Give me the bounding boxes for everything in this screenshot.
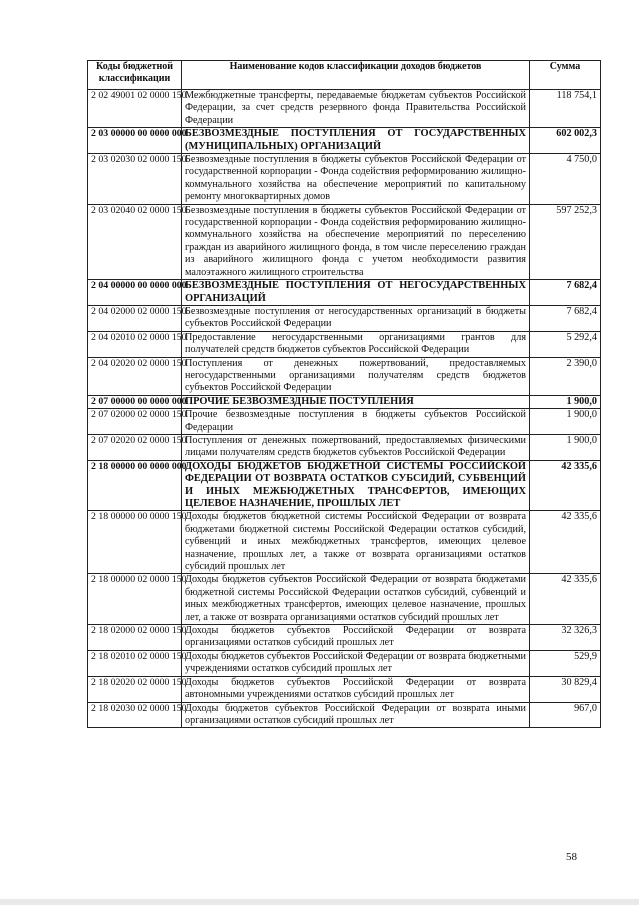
row-code: 2 02 49001 02 0000 150 (88, 90, 182, 128)
row-code: 2 04 02010 02 0000 150 (88, 331, 182, 357)
row-code: 2 18 02010 02 0000 150 (88, 650, 182, 676)
table-row (88, 90, 601, 128)
table-row (88, 650, 601, 676)
row-sum: 5 292,4 (530, 331, 601, 357)
row-sum: 4 750,0 (530, 154, 601, 205)
row-code: 2 04 00000 00 0000 000 (88, 280, 182, 306)
row-sum: 42 335,6 (530, 574, 601, 625)
table-row (88, 574, 601, 625)
row-sum: 529,9 (530, 650, 601, 676)
row-code: 2 07 02020 02 0000 150 (88, 434, 182, 460)
row-sum: 967,0 (530, 702, 601, 728)
row-name: Доходы бюджетов субъектов Российской Федерации от возврата автономными учреждениями остатков субсидий прошлых лет (182, 676, 530, 702)
page-bottom-edge (0, 899, 639, 905)
table-row (88, 511, 601, 574)
header-name: Наименование кодов классификации доходов бюджетов (182, 61, 530, 90)
row-name: Безвозмездные поступления в бюджеты субъектов Российской Федерации от государственной корпорации - Фонда содействия реформированию жилищно-коммунального хозяйства на обеспечение мероприятий по переселению граждан из аварийного жилищного фонда, в том числе переселению граждан из аварийного жилищного фонда с учетом необходимости развития малоэтажного жилищного строительства (182, 204, 530, 279)
table-row (88, 280, 601, 306)
row-name: ДОХОДЫ БЮДЖЕТОВ БЮДЖЕТНОЙ СИСТЕМЫ РОССИЙСКОЙ ФЕДЕРАЦИИ ОТ ВОЗВРАТА ОСТАТКОВ СУБСИДИЙ, СУБВЕНЦИЙ И ИНЫХ МЕЖБЮДЖЕТНЫХ ТРАНСФЕРТОВ, ИМЕЮЩИХ ЦЕЛЕВОЕ НАЗНАЧЕНИЕ, ПРОШЛЫХ ЛЕТ (182, 460, 530, 511)
row-sum: 7 682,4 (530, 280, 601, 306)
table-row (88, 702, 601, 728)
header-sum: Сумма (530, 61, 601, 90)
row-sum: 7 682,4 (530, 305, 601, 331)
row-name: БЕЗВОЗМЕЗДНЫЕ ПОСТУПЛЕНИЯ ОТ ГОСУДАРСТВЕННЫХ (МУНИЦИПАЛЬНЫХ) ОРГАНИЗАЦИЙ (182, 128, 530, 154)
page-number: 58 (566, 851, 577, 863)
table-row (88, 676, 601, 702)
row-sum: 602 002,3 (530, 128, 601, 154)
row-sum: 30 829,4 (530, 676, 601, 702)
table-row (88, 128, 601, 154)
row-name: ПРОЧИЕ БЕЗВОЗМЕЗДНЫЕ ПОСТУПЛЕНИЯ (182, 395, 530, 408)
row-sum: 42 335,6 (530, 511, 601, 574)
table-row (88, 460, 601, 511)
row-name: Доходы бюджетов субъектов Российской Федерации от возврата организациями остатков субсидий прошлых лет (182, 625, 530, 651)
row-sum: 1 900,0 (530, 395, 601, 408)
row-sum: 118 754,1 (530, 90, 601, 128)
row-code: 2 04 02000 02 0000 150 (88, 305, 182, 331)
row-name: Доходы бюджетов субъектов Российской Федерации от возврата иными организациями остатков субсидий прошлых лет (182, 702, 530, 728)
table-header-row (88, 61, 601, 90)
row-code: 2 18 00000 00 0000 150 (88, 511, 182, 574)
row-code: 2 07 02000 02 0000 150 (88, 409, 182, 435)
row-sum: 42 335,6 (530, 460, 601, 511)
table-row (88, 357, 601, 395)
row-sum: 597 252,3 (530, 204, 601, 279)
table-row (88, 395, 601, 408)
row-code: 2 04 02020 02 0000 150 (88, 357, 182, 395)
row-code: 2 18 00000 02 0000 150 (88, 574, 182, 625)
table-row (88, 625, 601, 651)
table-row (88, 305, 601, 331)
row-name: Прочие безвозмездные поступления в бюджеты субъектов Российской Федерации (182, 409, 530, 435)
row-code: 2 03 00000 00 0000 000 (88, 128, 182, 154)
revenue-table (87, 60, 601, 728)
row-name: Доходы бюджетов субъектов Российской Федерации от возврата бюджетными учреждениями остатков субсидий прошлых лет (182, 650, 530, 676)
table-row (88, 204, 601, 279)
row-name: Безвозмездные поступления от негосударственных организаций в бюджеты субъектов Российской Федерации (182, 305, 530, 331)
row-code: 2 18 02020 02 0000 150 (88, 676, 182, 702)
row-sum: 2 390,0 (530, 357, 601, 395)
table-row (88, 154, 601, 205)
row-name: Предоставление негосударственными организациями грантов для получателей средств бюджетов субъектов Российской Федерации (182, 331, 530, 357)
row-name: Доходы бюджетов субъектов Российской Федерации от возврата бюджетами бюджетной системы Российской Федерации остатков субсидий, субвенций и иных межбюджетных трансфертов, имеющих целевое назначение, прошлых лет, а также от возврата организациями остатков субсидий прошлых лет (182, 574, 530, 625)
row-name: Поступления от денежных пожертвований, предоставляемых физическими лицами получателям средств бюджетов субъектов Российской Федерации (182, 434, 530, 460)
row-name: БЕЗВОЗМЕЗДНЫЕ ПОСТУПЛЕНИЯ ОТ НЕГОСУДАРСТВЕННЫХ ОРГАНИЗАЦИЙ (182, 280, 530, 306)
row-code: 2 18 02030 02 0000 150 (88, 702, 182, 728)
row-code: 2 03 02040 02 0000 150 (88, 204, 182, 279)
table-row (88, 331, 601, 357)
row-code: 2 03 02030 02 0000 150 (88, 154, 182, 205)
row-code: 2 18 00000 00 0000 000 (88, 460, 182, 511)
table-row (88, 409, 601, 435)
row-name: Межбюджетные трансферты, передаваемые бюджетам субъектов Российской Федерации, за счет средств резервного фонда Правительства Российской Федерации (182, 90, 530, 128)
row-name: Доходы бюджетов бюджетной системы Российской Федерации от возврата бюджетами бюджетной системы Российской Федерации остатков субсидий, субвенций и иных межбюджетных трансфертов, имеющих целевое назначение, прошлых лет, а также от возврата организациями остатков субсидий прошлых лет (182, 511, 530, 574)
row-name: Безвозмездные поступления в бюджеты субъектов Российской Федерации от государственной корпорации - Фонда содействия реформированию жилищно-коммунального хозяйства на обеспечение мероприятий по капитальному ремонту многоквартирных домов (182, 154, 530, 205)
row-sum: 1 900,0 (530, 409, 601, 435)
row-sum: 1 900,0 (530, 434, 601, 460)
row-sum: 32 326,3 (530, 625, 601, 651)
row-code: 2 18 02000 02 0000 150 (88, 625, 182, 651)
table-row (88, 434, 601, 460)
header-codes: Коды бюджетной классификации (88, 61, 182, 90)
row-name: Поступления от денежных пожертвований, предоставляемых негосударственными организациями получателям средств бюджетов субъектов Российской Федерации (182, 357, 530, 395)
row-code: 2 07 00000 00 0000 000 (88, 395, 182, 408)
